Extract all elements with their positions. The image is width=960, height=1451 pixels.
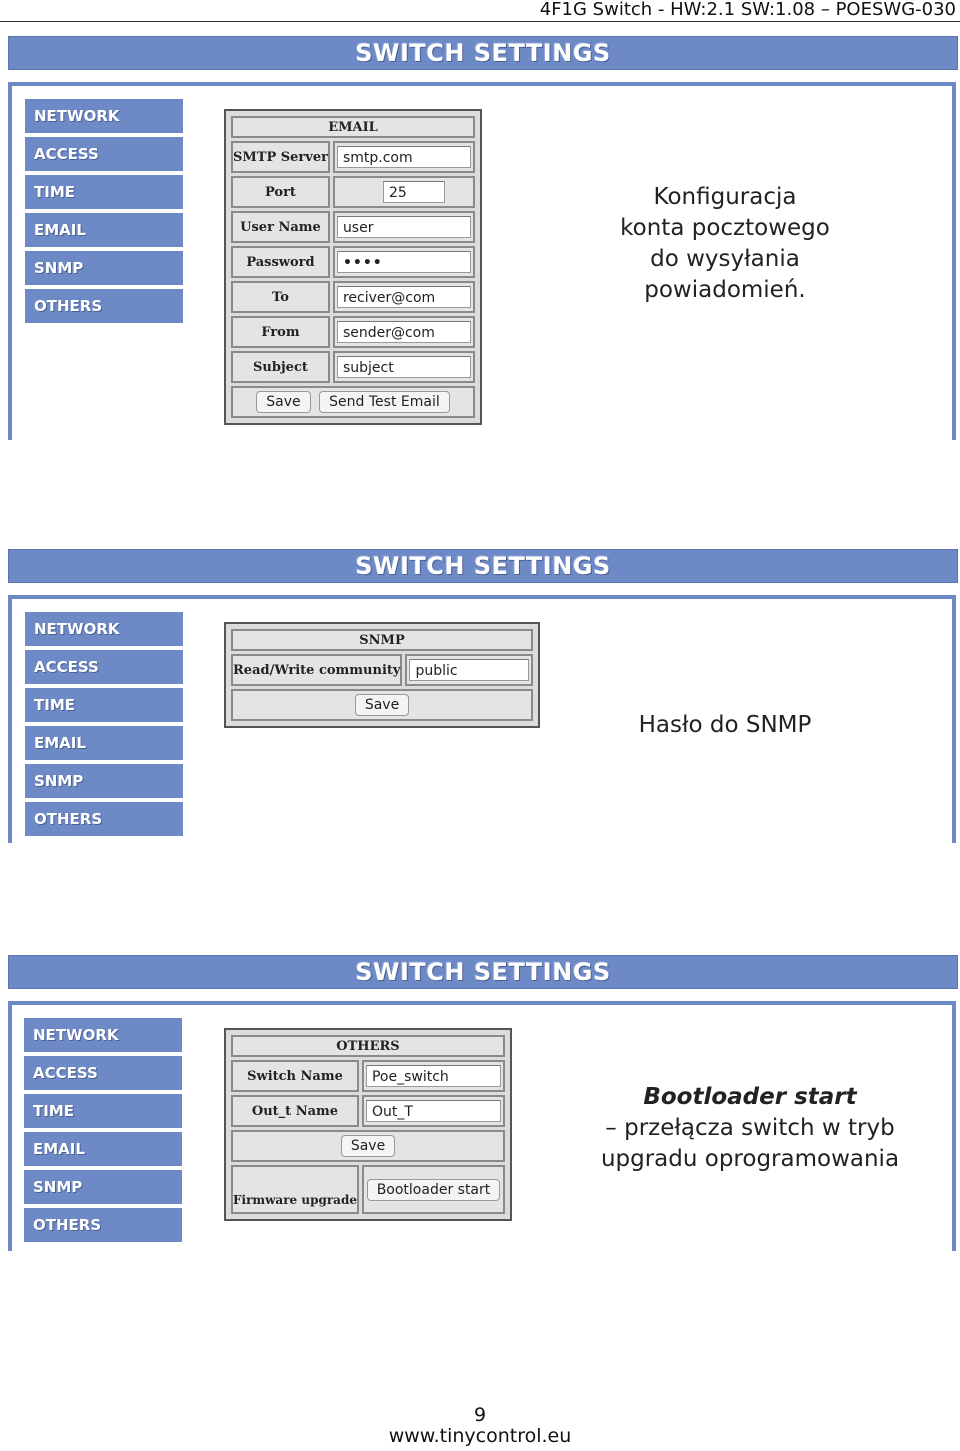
nav-item-snmp[interactable]: SNMP [24,1170,182,1204]
switch-settings-title: SWITCH SETTINGS [355,39,611,67]
field-label: To [231,281,330,313]
field-label: From [231,316,330,348]
note-line: konta pocztowego [620,215,830,241]
snmp-form [224,622,540,728]
user-name-input[interactable]: user [337,216,471,238]
field-label: Firmware upgrade [231,1165,359,1214]
nav-item-email[interactable]: EMAIL [25,213,183,247]
nav-item-email[interactable]: EMAIL [25,726,183,760]
read-write-community-input[interactable]: public [409,659,529,681]
others-form [224,1028,512,1221]
note-line: – przełącza switch w tryb [605,1115,895,1141]
note-line: powiadomień. [644,277,806,303]
form-title: OTHERS [231,1035,505,1057]
nav-item-access[interactable]: ACCESS [25,137,183,171]
port-input[interactable]: 25 [383,181,445,203]
sidebar-nav [25,99,183,327]
field-label: Port [231,176,330,208]
field-label: Out_t Name [231,1095,359,1127]
nav-item-network[interactable]: NETWORK [25,612,183,646]
switch-name-input[interactable]: Poe_switch [366,1065,501,1087]
snmp-note [610,710,840,741]
password-input[interactable]: •••• [337,251,471,273]
field-label: Password [231,246,330,278]
from-input[interactable]: sender@com [337,321,471,343]
subject-input[interactable]: subject [337,356,471,378]
nav-item-time[interactable]: TIME [24,1094,182,1128]
page-number: 9 [473,1404,487,1426]
switch-settings-bar [8,549,958,583]
field-label: Switch Name [231,1060,359,1092]
switch-settings-bar [8,955,958,989]
smtp-server-input[interactable]: smtp.com [337,146,471,168]
switch-settings-bar [8,36,958,70]
nav-item-email[interactable]: EMAIL [24,1132,182,1166]
document-header-text: 4F1G Switch - HW:2.1 SW:1.08 – POESWG-030 [539,0,956,20]
note-line: upgradu oprogramowania [600,1146,900,1172]
note-emphasis: Bootloader start [643,1084,857,1110]
nav-item-snmp[interactable]: SNMP [25,764,183,798]
nav-item-others[interactable]: OTHERS [25,802,183,836]
switch-settings-title: SWITCH SETTINGS [355,552,611,580]
email-note [590,182,860,306]
form-title: SNMP [231,629,533,651]
switch-settings-title: SWITCH SETTINGS [355,958,611,986]
save-button[interactable]: Save [341,1135,395,1157]
nav-item-access[interactable]: ACCESS [25,650,183,684]
bootloader-start-button[interactable]: Bootloader start [367,1179,501,1201]
out-t-name-input[interactable]: Out_T [366,1100,501,1122]
nav-item-time[interactable]: TIME [25,175,183,209]
field-label: Subject [231,351,330,383]
nav-item-others[interactable]: OTHERS [25,289,183,323]
form-title: EMAIL [231,116,475,138]
nav-item-time[interactable]: TIME [25,688,183,722]
nav-item-others[interactable]: OTHERS [24,1208,182,1242]
sidebar-nav [24,1018,182,1246]
nav-item-snmp[interactable]: SNMP [25,251,183,285]
sidebar-nav [25,612,183,840]
send-test-email-button[interactable]: Send Test Email [319,391,450,413]
to-input[interactable]: reciver@com [337,286,471,308]
others-note [590,1082,910,1175]
email-form [224,109,482,425]
nav-item-access[interactable]: ACCESS [24,1056,182,1090]
note-line: Hasło do SNMP [638,712,812,738]
nav-item-network[interactable]: NETWORK [25,99,183,133]
field-label: Read/Write community [231,654,402,686]
nav-item-network[interactable]: NETWORK [24,1018,182,1052]
field-label: SMTP Server [231,141,330,173]
note-line: Konfiguracja [653,184,797,210]
footer-url: www.tinycontrol.eu [388,1425,572,1447]
field-label: User Name [231,211,330,243]
save-button[interactable]: Save [355,694,409,716]
document-header [0,0,960,22]
save-button[interactable]: Save [256,391,310,413]
note-line: do wysyłania [650,246,800,272]
